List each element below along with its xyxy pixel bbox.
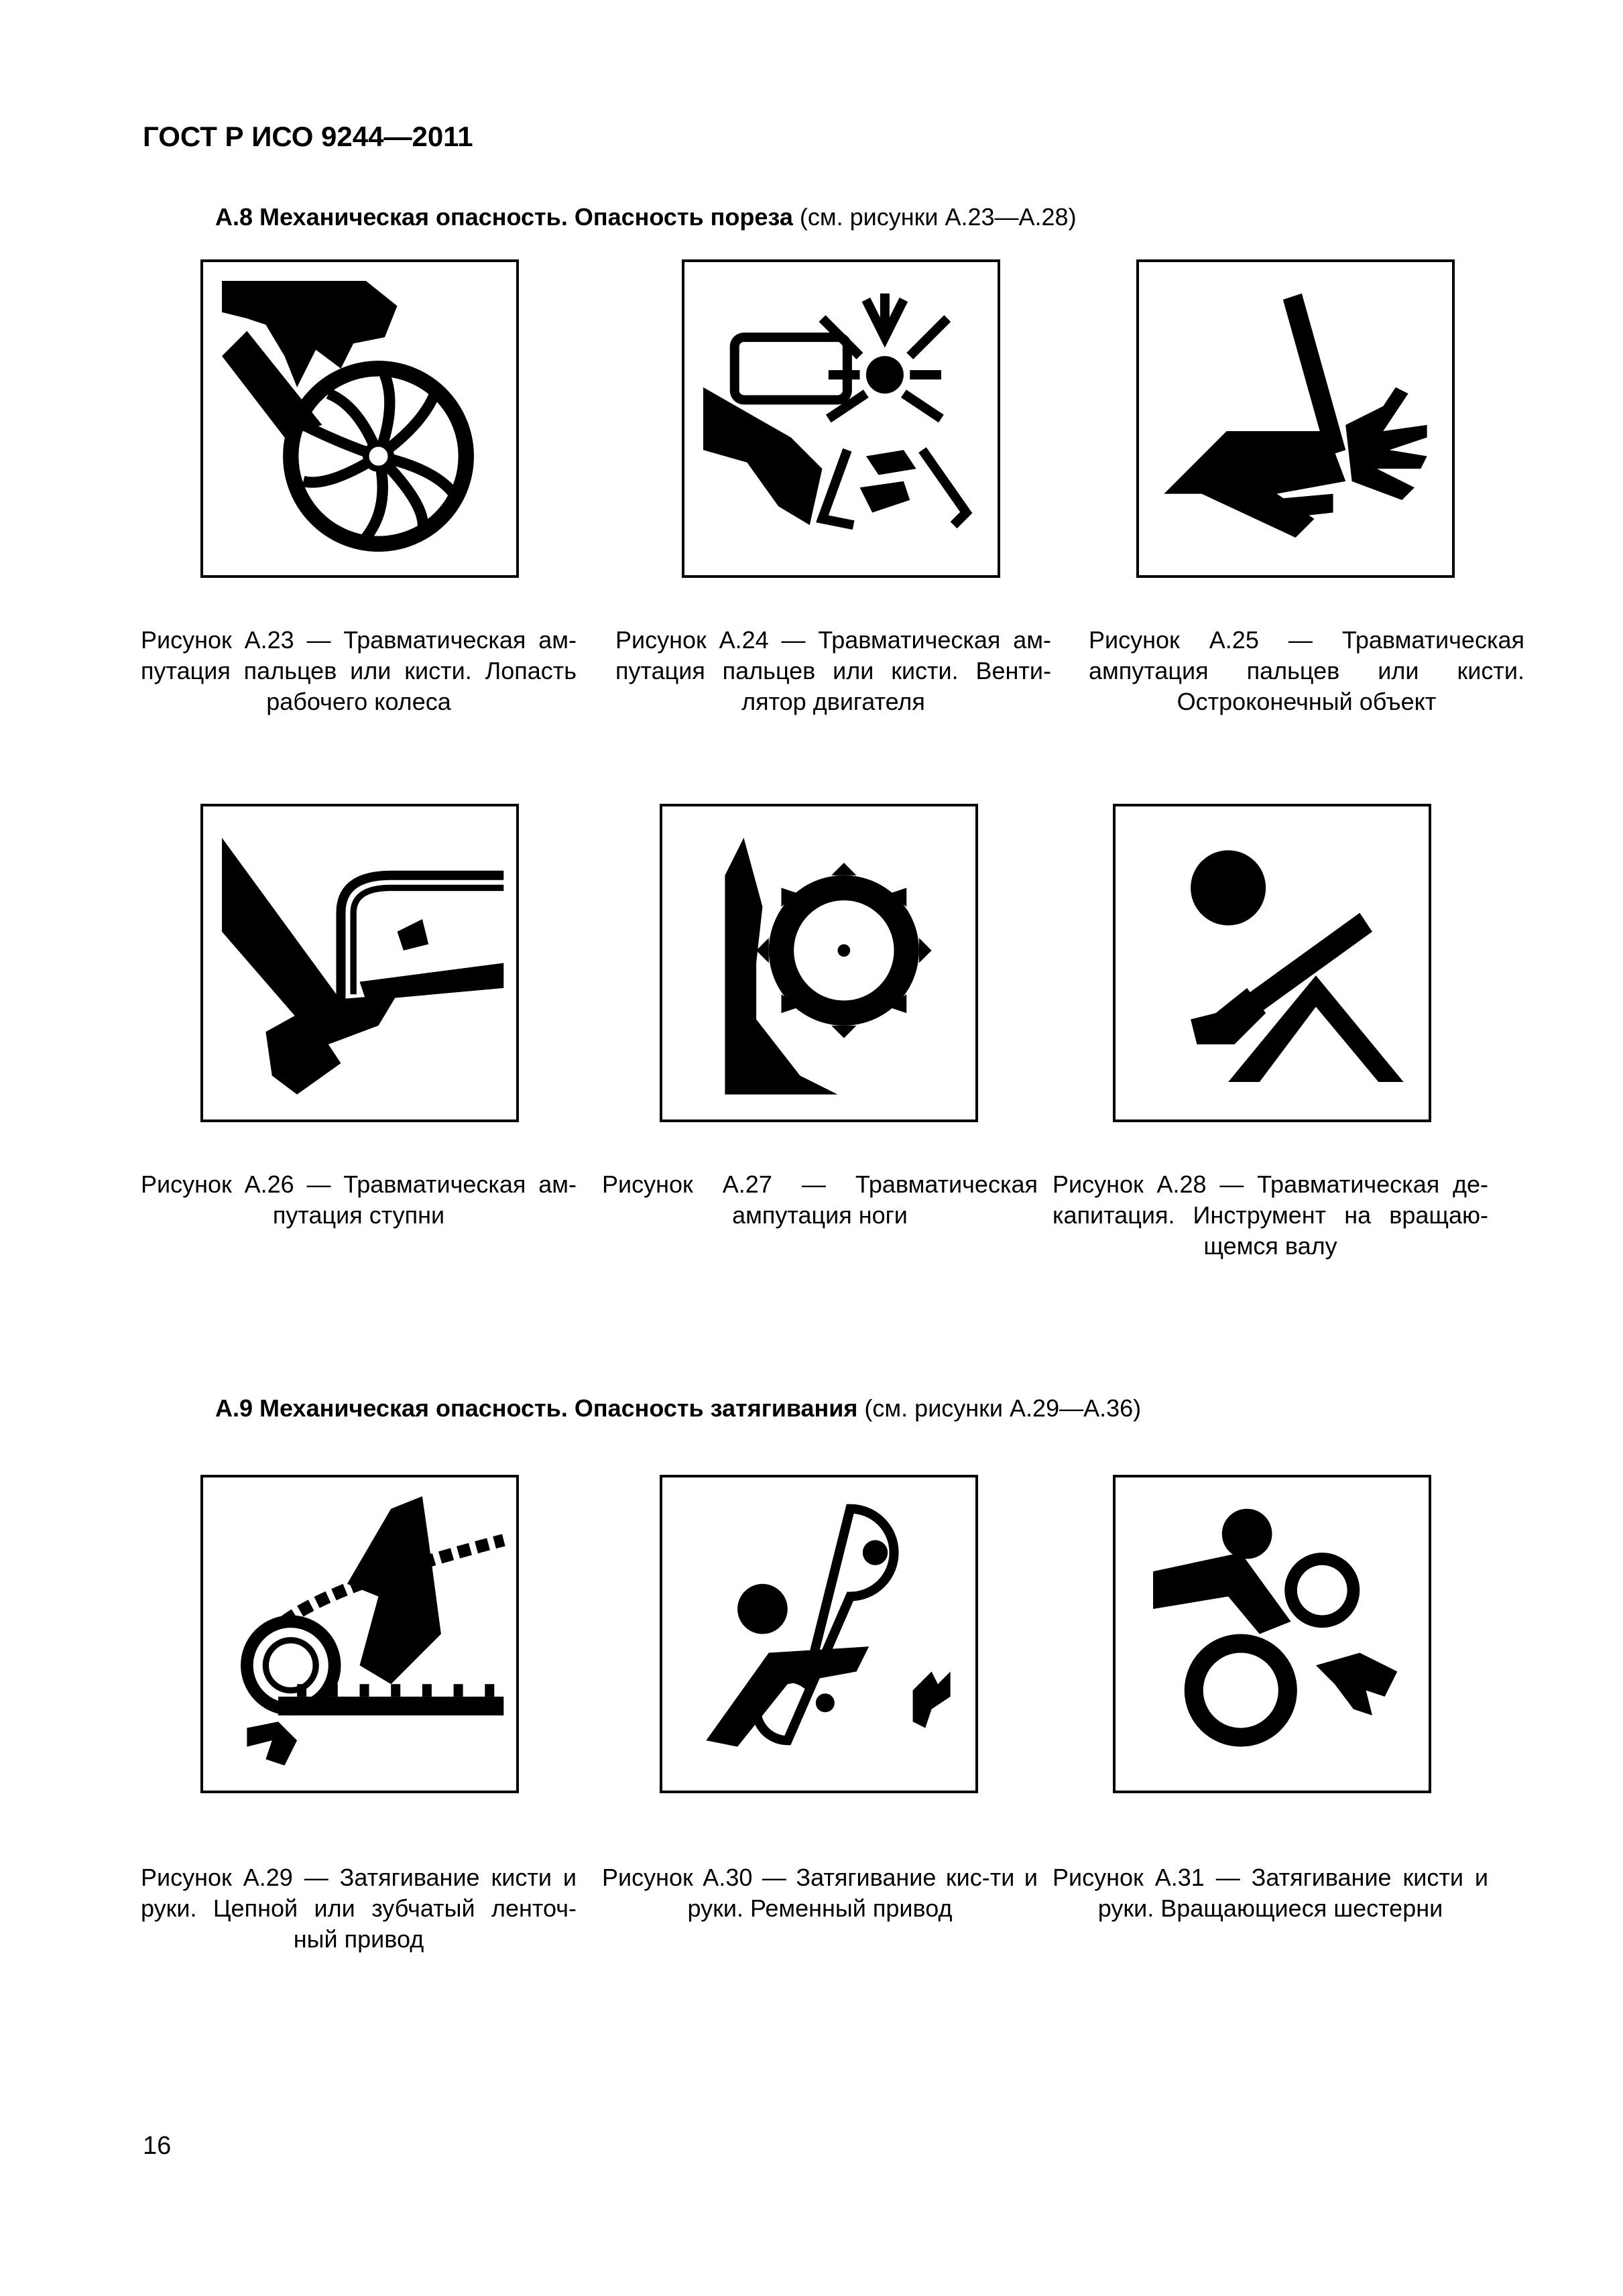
section-title-a9 bbox=[215, 1394, 1141, 1423]
chain-drive-hand-icon bbox=[203, 1477, 516, 1791]
engine-fan-hand-icon bbox=[684, 262, 998, 575]
section-title-a8 bbox=[215, 203, 1077, 231]
figure-a25-pictogram bbox=[1136, 259, 1455, 578]
figure-a23-pictogram bbox=[200, 259, 519, 578]
section-reference: (см. рисунки А.29—А.36) bbox=[857, 1394, 1142, 1422]
figure-caption-a26: Рисунок А.26 — Травматическая ам-путация ступни bbox=[141, 1170, 577, 1229]
section-reference: (см. рисунки А.23—А.28) bbox=[792, 203, 1077, 231]
figure-caption-a31: Рисунок А.31 — Затягивание кисти и руки. Вращающиеся шестерни bbox=[1053, 1864, 1488, 1922]
figure-caption-a25: Рисунок А.25 — Травматическая ампутация пальцев или кисти. Остроконечный объект bbox=[1089, 626, 1524, 715]
figure-caption-a27: Рисунок А.27 — Травматическая ампутация ноги bbox=[602, 1170, 1038, 1229]
figure-a31-pictogram bbox=[1113, 1475, 1431, 1793]
impeller-blade-hand-icon bbox=[203, 262, 516, 575]
figure-caption-a24: Рисунок А.24 — Травматическая ам-путация пальцев или кисти. Венти-лятор двигателя bbox=[615, 626, 1051, 715]
rotating-shaft-tool-icon bbox=[1116, 806, 1429, 1120]
figure-caption-a23: Рисунок А.23 — Травматическая ам-путация пальцев или кисти. Лопасть рабочего колеса bbox=[141, 626, 577, 715]
figure-a26-pictogram bbox=[200, 804, 519, 1122]
figure-caption-a29: Рисунок А.29 — Затягивание кисти и руки. Цепной или зубчатый ленточ-ный привод bbox=[141, 1864, 577, 1953]
figure-a27-pictogram bbox=[660, 804, 978, 1122]
figure-a29-pictogram bbox=[200, 1475, 519, 1793]
rotating-gears-hand-icon bbox=[1116, 1477, 1429, 1791]
sharp-object-hand-icon bbox=[1139, 262, 1452, 575]
figure-a30-pictogram bbox=[660, 1475, 978, 1793]
figure-a24-pictogram bbox=[682, 259, 1000, 578]
section-heading: А.9 Механическая опасность. Опасность затягивания bbox=[215, 1394, 858, 1422]
foot-amputation-icon bbox=[203, 806, 516, 1120]
figure-caption-a28: Рисунок А.28 — Травматическая де-капитация. Инструмент на вращаю-щемся валу bbox=[1053, 1170, 1488, 1260]
figure-a28-pictogram bbox=[1113, 804, 1431, 1122]
belt-drive-hand-icon bbox=[662, 1477, 975, 1791]
section-heading: А.8 Механическая опасность. Опасность пореза bbox=[215, 203, 793, 231]
figure-caption-a30: Рисунок А.30 — Затягивание кис-ти и руки. Ременный привод bbox=[602, 1864, 1038, 1922]
page-number: 16 bbox=[143, 2132, 172, 2160]
document-header: ГОСТ Р ИСО 9244—2011 bbox=[143, 121, 473, 152]
saw-blade-leg-icon bbox=[662, 806, 975, 1120]
